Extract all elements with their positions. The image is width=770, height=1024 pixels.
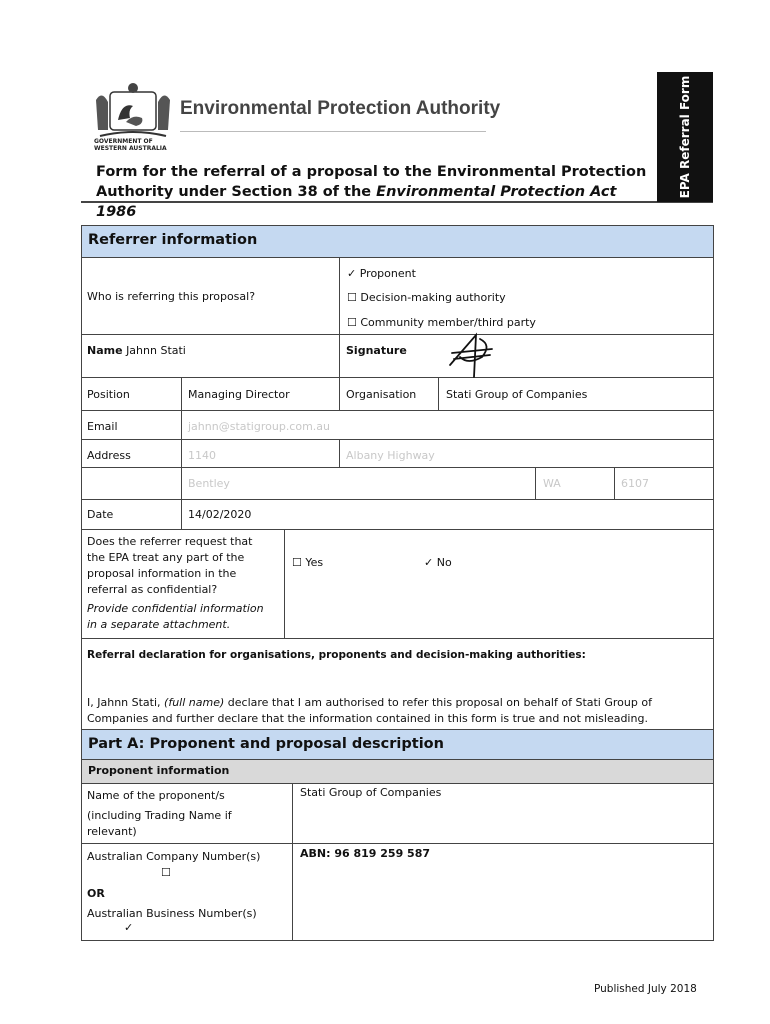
- who-referring-label: Who is referring this proposal?: [87, 290, 256, 303]
- address-label: Address: [87, 449, 131, 462]
- date-label: Date: [87, 508, 114, 521]
- abn-checkbox[interactable]: [124, 921, 133, 934]
- empty-checkbox-icon: ☐: [292, 556, 302, 569]
- email-value[interactable]: jahnn@statigroup.com.au: [188, 420, 331, 433]
- name-value[interactable]: Jahnn Stati: [126, 344, 186, 357]
- address-state[interactable]: WA: [543, 477, 561, 490]
- abn-label: Australian Business Number(s): [87, 907, 257, 920]
- checkmark-icon: ✓: [424, 556, 434, 569]
- address-number[interactable]: 1140: [188, 449, 216, 462]
- abn-value[interactable]: ABN: 96 819 259 587: [300, 847, 431, 860]
- position-value[interactable]: Managing Director: [188, 388, 290, 401]
- confidential-yes-option[interactable]: ☐ Yes: [292, 556, 324, 569]
- declaration-text: I, Jahnn Stati, (full name) declare that I am authorised to refer this proposal on behalf of Stati Group of Companies and further declare that the information contained in this form is true and not misleading.: [87, 696, 652, 725]
- wa-government-crest-logo: [92, 80, 174, 142]
- address-postcode[interactable]: 6107: [621, 477, 649, 490]
- address-street[interactable]: Albany Highway: [346, 449, 435, 462]
- name-field: Name Jahnn Stati: [87, 344, 186, 357]
- declaration-heading: Referral declaration for organisations, proponents and decision-making authorities:: [87, 649, 586, 661]
- acn-checkbox[interactable]: [161, 866, 171, 879]
- agency-name: Environmental Protection Authority: [180, 98, 501, 119]
- side-tab: [657, 72, 713, 202]
- empty-checkbox-icon: ☐: [347, 316, 357, 329]
- date-value[interactable]: 14/02/2020: [188, 508, 252, 521]
- empty-checkbox-icon: ☐: [347, 291, 357, 304]
- side-tab-label: EPA Referral Form: [678, 75, 692, 199]
- address-suburb[interactable]: Bentley: [188, 477, 230, 490]
- signature-label: Signature: [346, 344, 407, 357]
- option-decision-making-authority[interactable]: ☐ Decision-making authority: [347, 291, 506, 304]
- confidential-no-option[interactable]: ✓ No: [424, 556, 452, 569]
- proponent-name-value[interactable]: Stati Group of Companies: [300, 786, 442, 799]
- referrer-section-header: Referrer information: [81, 225, 714, 258]
- proponent-info-subheader: Proponent information: [81, 759, 714, 784]
- agency-divider: [180, 131, 486, 132]
- or-label: OR: [87, 887, 105, 900]
- part-a-section-header: Part A: Proponent and proposal description: [81, 729, 714, 760]
- title-divider: [81, 201, 713, 203]
- confidential-question: Does the referrer request that the EPA treat any part of the proposal information in the referral as confidential? Provide confidential information in a separate attachment.: [87, 535, 264, 631]
- position-label: Position: [87, 388, 130, 401]
- option-community-member[interactable]: ☐ Community member/third party: [347, 316, 536, 329]
- form-title: Form for the referral of a proposal to the Environmental Protection Authority under Section 38 of the Environmental Protection Act 1986: [96, 164, 647, 220]
- option-proponent[interactable]: ✓ Proponent: [347, 267, 416, 280]
- proponent-name-label: Name of the proponent/s (including Trading Name if relevant): [87, 789, 232, 838]
- organisation-value[interactable]: Stati Group of Companies: [446, 388, 588, 401]
- government-caption: GOVERNMENT OF WESTERN AUSTRALIA: [94, 138, 167, 152]
- empty-checkbox-icon: ☐: [161, 866, 171, 879]
- acn-label: Australian Company Number(s): [87, 850, 261, 863]
- published-date: Published July 2018: [594, 983, 697, 995]
- signature-image: [446, 331, 496, 381]
- checkmark-icon: ✓: [347, 267, 357, 280]
- email-label: Email: [87, 420, 118, 433]
- checkmark-icon: ✓: [124, 921, 134, 934]
- organisation-label: Organisation: [346, 388, 417, 401]
